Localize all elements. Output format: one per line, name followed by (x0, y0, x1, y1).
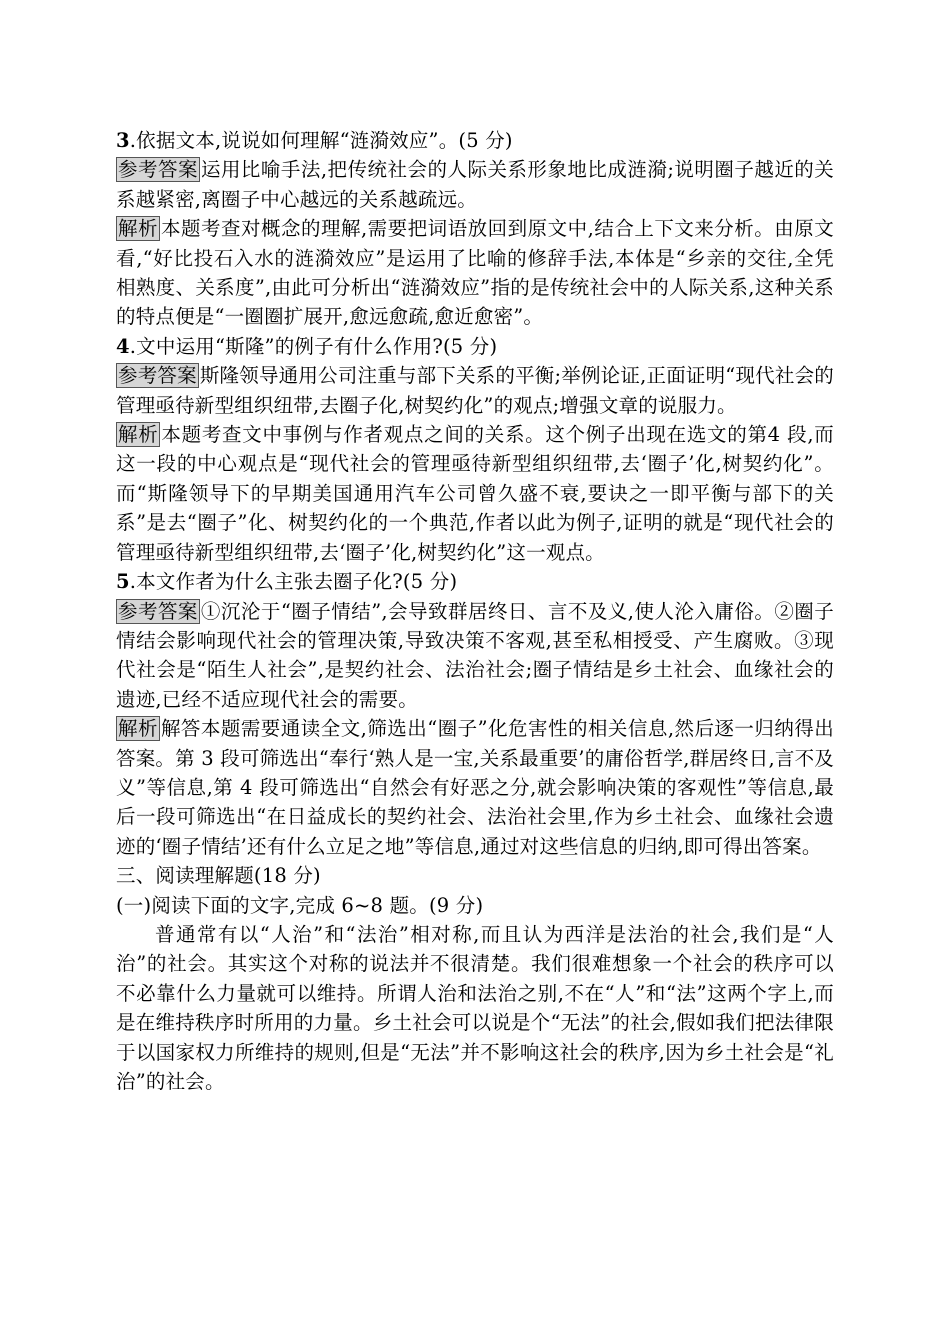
question-number: 4 (116, 334, 130, 358)
question-text: .本文作者为什么主张去圈子化?(5 分) (129, 570, 458, 594)
question-text: .文中运用“斯隆”的例子有什么作用?(5 分) (129, 334, 498, 358)
subsection-instruction: (一)阅读下面的文字,完成 6~8 题。(9 分) (116, 893, 484, 917)
analysis-text: 解答本题需要通读全文,筛选出“圈子”化危害性的相关信息,然后逐一归纳得出答案。第 3 段可筛选出“奉行‘熟人是一宝,关系最重要’的庸俗哲学,群居终日,言不及义”等信息,第 4 段可筛选出“自然会有好恶之分,就会影响决策的客观性”等信息,最后一段可筛选出“在日益成长的契约社会、法治社会里,作为乡土社会、血缘社会遗迹的‘圈子情结’还有什么立足之地”等信息,通过对这些信息的归纳,即可得出答案。 (116, 717, 834, 858)
question-number: 3 (116, 129, 130, 152)
analysis-4 (116, 420, 834, 567)
reference-answer-tag: 参考答案 (118, 599, 198, 623)
section-heading: 三、阅读理解题(18 分) (116, 864, 321, 888)
reference-answer-tag: 参考答案 (118, 364, 197, 388)
answer-text: 斯隆领导通用公司注重与部下关系的平衡;举例论证,正面证明“现代社会的管理亟待新型组织纽带,去圈子化,树契约化”的观点;增强文章的说服力。 (116, 364, 834, 417)
question-number: 5 (116, 570, 130, 594)
answer-text: ①沉沦于“圈子情结”,会导致群居终日、言不及义,使人沦入庸俗。②圈子情结会影响现代社会的管理决策,导致决策不客观,甚至私相授受、产生腐败。③现代社会是“陌生人社会”,是契约社会、法治社会;圈子情结是乡土社会、血缘社会的遗迹,已经不适应现代社会的需要。 (116, 599, 834, 711)
answer-5 (116, 597, 834, 715)
reference-answer-tag: 参考答案 (118, 158, 198, 182)
analysis-text: 本题考查文中事例与作者观点之间的关系。这个例子出现在选文的第4 段,而这一段的中心观点是“现代社会的管理亟待新型组织纽带,去‘圈子’化,树契约化”。而“斯隆领导下的早期美国通用汽车公司曾久盛不衰,要诀之一即平衡与部下的关系”是去“圈子”化、树契约化的一个典范,作者以此为例子,证明的就是“现代社会的管理亟待新型组织纽带,去‘圈子’化,树契约化”这一观点。 (116, 423, 834, 564)
answer-text: 运用比喻手法,把传统社会的人际关系形象地比成涟漪;说明圈子越近的关系越紧密,离圈子中心越远的关系越疏远。 (116, 158, 834, 211)
question-3 (116, 126, 834, 155)
answer-4 (116, 361, 834, 420)
analysis-3 (116, 214, 834, 332)
analysis-text: 本题考查对概念的理解,需要把词语放回到原文中,结合上下文来分析。由原文看,“好比投石入水的涟漪效应”是运用了比喻的修辞手法,本体是“乡亲的交往,全凭相熟度、关系度”,由此可分析出“涟漪效应”指的是传统社会中的人际关系,这种关系的特点便是“一圈圈扩展开,愈远愈疏,愈近愈密”。 (116, 217, 834, 329)
analysis-5 (116, 714, 834, 861)
question-4 (116, 332, 834, 361)
question-5 (116, 567, 834, 596)
answer-3 (116, 155, 834, 214)
analysis-tag: 解析 (118, 217, 158, 241)
analysis-tag: 解析 (118, 423, 159, 447)
reading-passage: 普通常有以“人治”和“法治”相对称,而且认为西洋是法治的社会,我们是“人治”的社会。其实这个对称的说法并不很清楚。我们很难想象一个社会的秩序可以不必靠什么力量就可以维持。所谓人治和法治之别,不在“人”和“法”这两个字上,而是在维持秩序时所用的力量。乡土社会可以说是个“无法”的社会,假如我们把法律限于以国家权力所维持的规则,但是“无法”并不影响这社会的秩序,因为乡土社会是“礼治”的社会。 (116, 922, 834, 1093)
analysis-tag: 解析 (118, 717, 158, 741)
question-text: .依据文本,说说如何理解“涟漪效应”。(5 分) (129, 129, 513, 152)
